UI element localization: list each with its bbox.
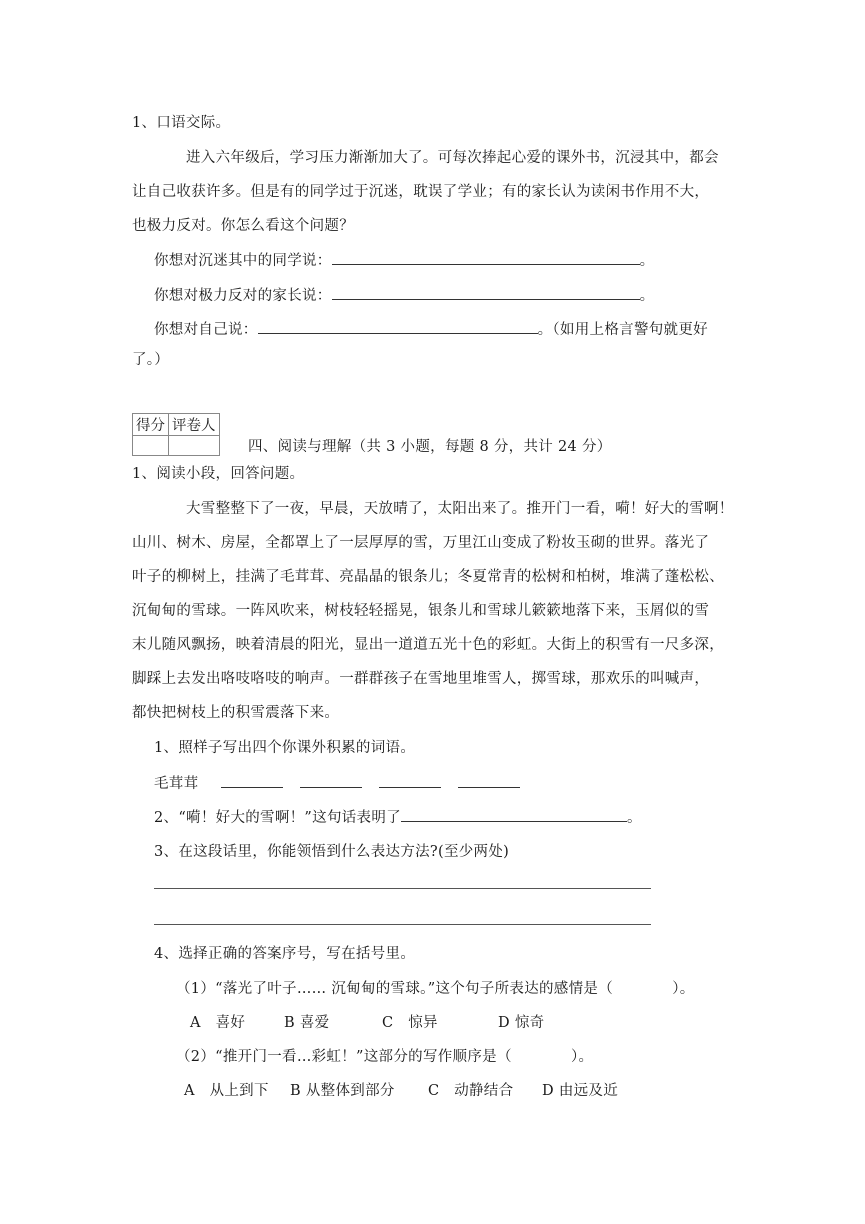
passage-line-5: 末儿随风飘扬，映着清晨的阳光，显出一道道五光十色的彩虹。大街上的积雪有一尺多深， (132, 637, 724, 653)
prompt-students-label: 你想对沉迷其中的同学说： (154, 253, 332, 269)
option-c: C 惊异 (382, 1015, 438, 1031)
score-cell[interactable] (133, 436, 169, 456)
answer-line-2[interactable] (154, 924, 651, 925)
option-c: C 动静结合 (428, 1083, 514, 1099)
option-d: D 惊奇 (498, 1015, 545, 1031)
prompt-self-label: 你想对自己说： (154, 322, 258, 338)
prompt-to-self (154, 319, 708, 340)
q1-title: 1、口语交际。 (132, 115, 231, 131)
passage-line-7: 都快把树枝上的积雪震落下来。 (132, 705, 340, 721)
grader-cell[interactable] (169, 436, 220, 456)
grader-label: 评卷人 (169, 414, 220, 436)
option-b: B 从整体到部分 (290, 1083, 395, 1099)
period: 。 (639, 253, 655, 269)
answer-line-1[interactable] (154, 888, 651, 889)
word-blank-2[interactable] (300, 773, 362, 788)
option-a: A 喜好 (190, 1015, 246, 1031)
sub-question-4: 4、选择正确的答案序号，写在括号里。 (154, 946, 416, 962)
passage-line-6: 脚踩上去发出咯吱咯吱的响声。一群群孩子在雪地里堆雪人，掷雪球，那欢乐的叫喊声， (132, 671, 710, 687)
q1-paragraph-line-3: 也极力反对。你怎么看这个问题？ (132, 218, 354, 234)
options-row-2 (184, 1081, 618, 1101)
prompt-self-tail: 。（如用上格言警句就更好 (537, 322, 708, 338)
score-label: 得分 (133, 414, 169, 436)
passage-line-3: 叶子的柳树上，挂满了毛茸茸、亮晶晶的银条儿；冬夏常青的松树和柏树，堆满了蓬松松、 (132, 569, 724, 585)
answer-blank-students[interactable] (332, 250, 640, 265)
sub-question-2-text: 2、“嗬！好大的雪啊！”这句话表明了 (154, 810, 401, 826)
passage-line-1: 大雪整整下了一夜，早晨，天放晴了，太阳出来了。推开门一看，嗬！好大的雪啊！ (186, 501, 734, 517)
q1-paragraph-line-1: 进入六年级后，学习压力渐渐加大了。可每次捧起心爱的课外书，沉浸其中，都会 (186, 150, 719, 166)
sub-question-4-2: （2）“推开门一看…彩虹！”这部分的写作顺序是（ ）。 (176, 1049, 594, 1065)
sub-question-4-1: （1）“落光了叶子…… 沉甸甸的雪球。”这个句子所表达的感情是（ ）。 (176, 981, 695, 997)
option-a: A 从上到下 (184, 1083, 269, 1099)
sub-question-3: 3、在这段话里，你能领悟到什么表达方法?(至少两处) (154, 844, 510, 860)
period: 。 (626, 810, 642, 826)
period: 。 (639, 288, 655, 304)
answer-blank-self[interactable] (258, 319, 538, 334)
prompt-to-parents (154, 285, 654, 306)
q1-paragraph-line-2: 让自己收获许多。但是有的同学过于沉迷，耽误了学业；有的家长认为读闲书作用不大， (132, 184, 710, 200)
options-row-1 (190, 1013, 544, 1033)
sub-question-1: 1、照样子写出四个你课外积累的词语。 (154, 740, 416, 756)
answer-blank-parents[interactable] (332, 285, 640, 300)
word-blank-4[interactable] (458, 773, 520, 788)
answer-blank-sub2[interactable] (401, 807, 627, 822)
word-blank-1[interactable] (221, 773, 283, 788)
prompt-self-tail-line-2: 了。） (132, 352, 170, 368)
option-d: D 由远及近 (542, 1083, 619, 1099)
word-blank-3[interactable] (379, 773, 441, 788)
sub-question-2 (154, 807, 642, 828)
passage-line-2: 山川、树木、房屋，全都罩上了一层厚厚的雪，万里江山变成了粉妆玉砌的世界。落光了 (132, 535, 710, 551)
score-box (132, 413, 220, 456)
option-b: B 喜爱 (284, 1015, 330, 1031)
prompt-to-students (154, 250, 654, 271)
word-row (154, 773, 520, 794)
section-heading: 四、阅读与理解（共 3 小题，每题 8 分，共计 24 分） (248, 439, 612, 455)
prompt-parents-label: 你想对极力反对的家长说： (154, 288, 332, 304)
reading-q1-title: 1、阅读小段，回答问题。 (132, 466, 305, 482)
example-word: 毛茸茸 (154, 776, 199, 792)
passage-line-4: 沉甸甸的雪球。一阵风吹来，树枝轻轻摇晃，银条儿和雪球儿簌簌地落下来，玉屑似的雪 (132, 603, 710, 619)
